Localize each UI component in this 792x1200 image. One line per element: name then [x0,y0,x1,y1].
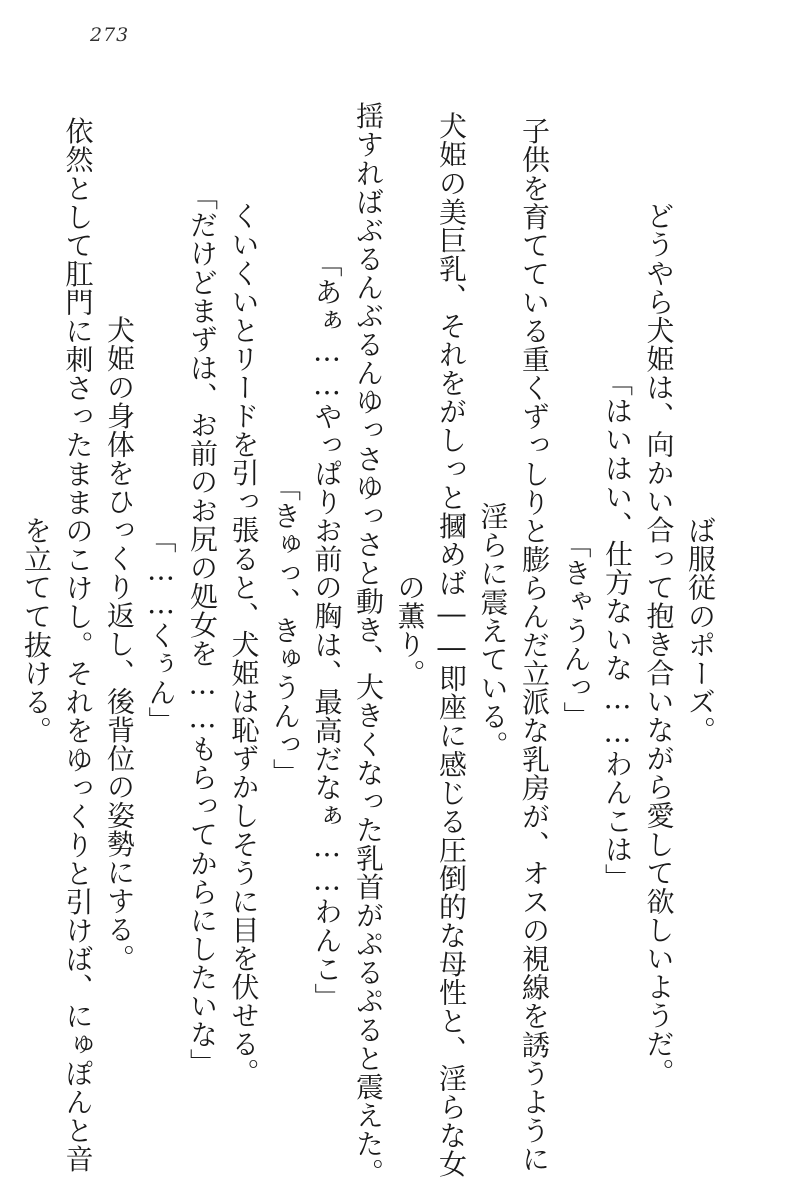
text-line [382,100,427,1160]
text-line-content: 犬姫の身体をひっくり返し、後背位の姿勢にする。 [103,287,136,973]
text-line-content: 淫らに震えている。 [476,501,510,759]
text-line-content: くいくいとリードを引っ張ると、犬姫は恥ずかしそうに目を伏せる。 [227,173,261,1087]
text-line-content: 「あぁ……やっぱりお前の胸は、最高だなぁ……わんこ」 [310,248,344,1012]
text-line-content: 「きゃうんっ」 [559,530,593,730]
text-line [92,100,134,1160]
text-line-content: ば服従のポーズ。 [684,515,717,745]
text-line [175,100,217,1160]
text-line [9,100,51,1160]
text-line [424,82,468,1178]
text-line [673,100,715,1160]
text-line [590,100,632,1160]
text-line-content: の薫り。 [393,572,427,688]
text-line [507,87,551,1173]
text-line [465,100,510,1160]
text-line-content: 揺すればぶるんぶるんゆっさゆっさと動き、大きくなった乳首がぷるぷると震えた。 [352,73,385,1187]
text-line-content: 「……くぅん」 [144,525,178,735]
text-line [341,73,385,1187]
text-line [50,87,95,1173]
text-line [258,100,300,1160]
text-line [216,100,261,1160]
body-text [9,73,717,1187]
text-line-content: を立てて抜ける。 [20,515,53,745]
text-line [548,100,593,1160]
text-line-content: どうやら犬姫は、向かい合って抱き合いながら愛して欲しいようだ。 [642,173,676,1087]
text-line-content: 「はいはい、仕方ないな……わんこは」 [601,368,634,892]
text-line [133,100,178,1160]
text-line [631,100,676,1160]
text-line-content: 依然として肛門に刺さったままのこけし。それをゆっくりと引けば、にゅぽんと音 [61,87,95,1173]
text-line-content: 「きゅっ、きゅうんっ」 [269,472,302,788]
text-line [299,100,344,1160]
page-number: 273 [90,24,130,46]
text-line-content: 犬姫の美巨乳、それをがしっと摑めば――即座に感じる圧倒的な母性と、淫らな女 [435,82,468,1178]
text-line-content: 「だけどまずは、お前のお尻の処女を……もらってからにしたいな」 [186,182,219,1078]
text-line-content: 子供を育てている重くずっしりと膨らんだ立派な乳房が、オスの視線を誘うように [518,87,551,1173]
